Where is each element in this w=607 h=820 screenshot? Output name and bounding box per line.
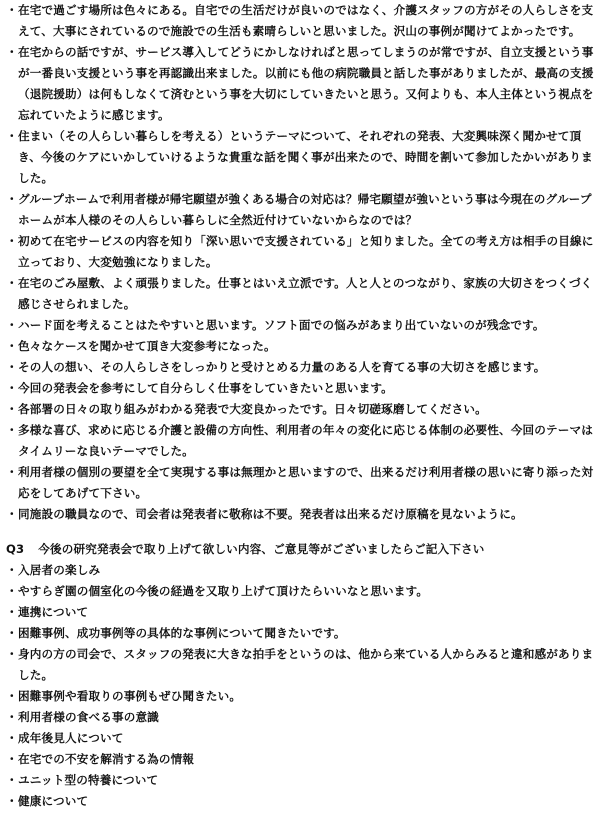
list-item <box>6 728 597 749</box>
question-number: Q3 <box>6 542 25 556</box>
comments-list <box>6 0 597 525</box>
list-item-text: 身内の方の司会で、スタッフの発表に大きな拍手をというのは、他から来ている人からみると違和感がありました。 <box>18 647 594 682</box>
list-item-text: 各部署の日々の取り組みがわかる発表で大変良かったです。日々切磋琢磨してください。 <box>18 402 487 416</box>
list-item <box>6 770 597 791</box>
bullet-marker: ・ <box>6 584 18 598</box>
bullet-marker: ・ <box>6 689 18 703</box>
list-item <box>6 399 597 420</box>
bullet-marker: ・ <box>6 423 18 437</box>
list-item <box>6 686 597 707</box>
list-item-text: ハード面を考えることはたやすいと思います。ソフト面での悩みがあまり出ていないのが残念です。 <box>18 318 545 332</box>
list-item <box>6 504 597 525</box>
bullet-marker: ・ <box>6 318 18 332</box>
bullet-marker: ・ <box>6 381 18 395</box>
bullet-marker: ・ <box>6 605 18 619</box>
requests-list <box>6 560 597 812</box>
bullet-marker: ・ <box>6 276 18 290</box>
list-item <box>6 231 597 273</box>
list-item <box>6 462 597 504</box>
list-item-text: 成年後見人について <box>18 731 124 745</box>
list-item <box>6 126 597 189</box>
list-item-text: 多様な喜び、求めに応じる介護と設備の方向性、利用者の年々の変化に応じる体制の必要性、今回のテーマはタイムリーな良いテーマでした。 <box>18 423 593 458</box>
list-item-text: 色々なケースを聞かせて頂き大変参考になった。 <box>18 339 276 353</box>
list-item <box>6 420 597 462</box>
list-item <box>6 189 597 231</box>
list-item-text: 困難事例や看取りの事例もぜひ聞きたい。 <box>18 689 242 703</box>
bullet-marker: ・ <box>6 3 18 17</box>
bullet-marker: ・ <box>6 45 18 59</box>
bullet-marker: ・ <box>6 731 18 745</box>
list-item-text: 在宅での不安を解消する為の情報 <box>18 752 195 766</box>
list-item <box>6 315 597 336</box>
list-item <box>6 749 597 770</box>
bullet-marker: ・ <box>6 563 18 577</box>
bullet-marker: ・ <box>6 710 18 724</box>
list-item-text: 同施設の職員なので、司会者は発表者に敬称は不要。発表者は出来るだけ原稿を見ないように。 <box>18 507 523 521</box>
list-item-text: 今回の発表会を参考にして自分らしく仕事をしていきたいと思います。 <box>18 381 393 395</box>
bullet-marker: ・ <box>6 465 18 479</box>
list-item-text: 初めて在宅サービスの内容を知り「深い思いで支援されている」と知りました。全ての考え方は相手の目線に立っており、大変勉強になりました。 <box>18 234 594 269</box>
list-item <box>6 602 597 623</box>
list-item <box>6 707 597 728</box>
list-item-text: 在宅で過ごす場所は色々にある。自宅での生活だけが良いのではなく、介護スタッフの方がその人らしさを支えて、大事にされているので施設での生活も素晴らしいと思いました。沢山の事例が聞けてよかったです。 <box>18 3 594 38</box>
list-item-text: グループホームで利用者様が帰宅願望が強くある場合の対応は？帰宅願望が強いという事は今現在のグループホームが本人様のその人らしい暮らしに全然近付けていないからなのでは？ <box>18 192 592 227</box>
list-item-text: 住まい（その人らしい暮らしを考える）というテーマについて、それぞれの発表、大変興味深く聞かせて頂き、今後のケアにいかしていけるような貴重な話を聞く事が出来たので、時間を割いて参加したかいがありました。 <box>18 129 593 185</box>
bullet-marker: ・ <box>6 360 18 374</box>
list-item <box>6 378 597 399</box>
list-item-text: 利用者様の個別の要望を全て実現する事は無理かと思いますので、出来るだけ利用者様の思いに寄り添った対応をしてあげて下さい。 <box>18 465 594 500</box>
question-heading <box>6 539 597 560</box>
list-item <box>6 42 597 126</box>
list-item-text: 連携について <box>18 605 89 619</box>
bullet-marker: ・ <box>6 752 18 766</box>
list-item <box>6 357 597 378</box>
bullet-marker: ・ <box>6 339 18 353</box>
bullet-marker: ・ <box>6 773 18 787</box>
list-item-text: ユニット型の特養について <box>18 773 159 787</box>
bullet-marker: ・ <box>6 402 18 416</box>
bullet-marker: ・ <box>6 192 18 206</box>
bullet-marker: ・ <box>6 626 18 640</box>
question-text: 今後の研究発表会で取り上げて欲しい内容、ご意見等がございましたらご記入下さい <box>38 542 485 556</box>
list-item-text: 在宅のごみ屋敷、よく頑張りました。仕事とはいえ立派です。人と人とのつながり、家族の大切さをつくづく感じさせられました。 <box>18 276 593 311</box>
bullet-marker: ・ <box>6 647 18 661</box>
list-item-text: やすらぎ園の個室化の今後の経過を又取り上げて頂けたらいいなと思います。 <box>18 584 429 598</box>
list-item-text: 利用者様の食べる事の意識 <box>18 710 159 724</box>
bullet-marker: ・ <box>6 234 18 248</box>
bullet-marker: ・ <box>6 794 18 808</box>
list-item <box>6 623 597 644</box>
list-item <box>6 644 597 686</box>
list-item <box>6 581 597 602</box>
list-item <box>6 560 597 581</box>
list-item <box>6 273 597 315</box>
list-item-text: 困難事例、成功事例等の具体的な事例について聞きたいです。 <box>18 626 346 640</box>
list-item-text: 健康について <box>18 794 89 808</box>
list-item <box>6 336 597 357</box>
list-item-text: 在宅からの話ですが、サービス導入してどうにかしなければと思ってしまうのが常ですが、自立支援という事が一番良い支援という事を再認識出来ました。以前にも他の病院職員と話した事がありましたが、最高の支援（退院援助）は何もしなくて済むという事を大切にしていきたいと思う。又何よりも、本人主体という視点を忘れていたように感じます。 <box>18 45 594 122</box>
list-item-text: その人の想い、その人らしさをしっかりと受けとめる力量のある人を育てる事の大切さを感じます。 <box>18 360 546 374</box>
list-item-text: 入居者の楽しみ <box>18 563 101 577</box>
bullet-marker: ・ <box>6 129 18 143</box>
list-item <box>6 791 597 812</box>
list-item <box>6 0 597 42</box>
bullet-marker: ・ <box>6 507 18 521</box>
